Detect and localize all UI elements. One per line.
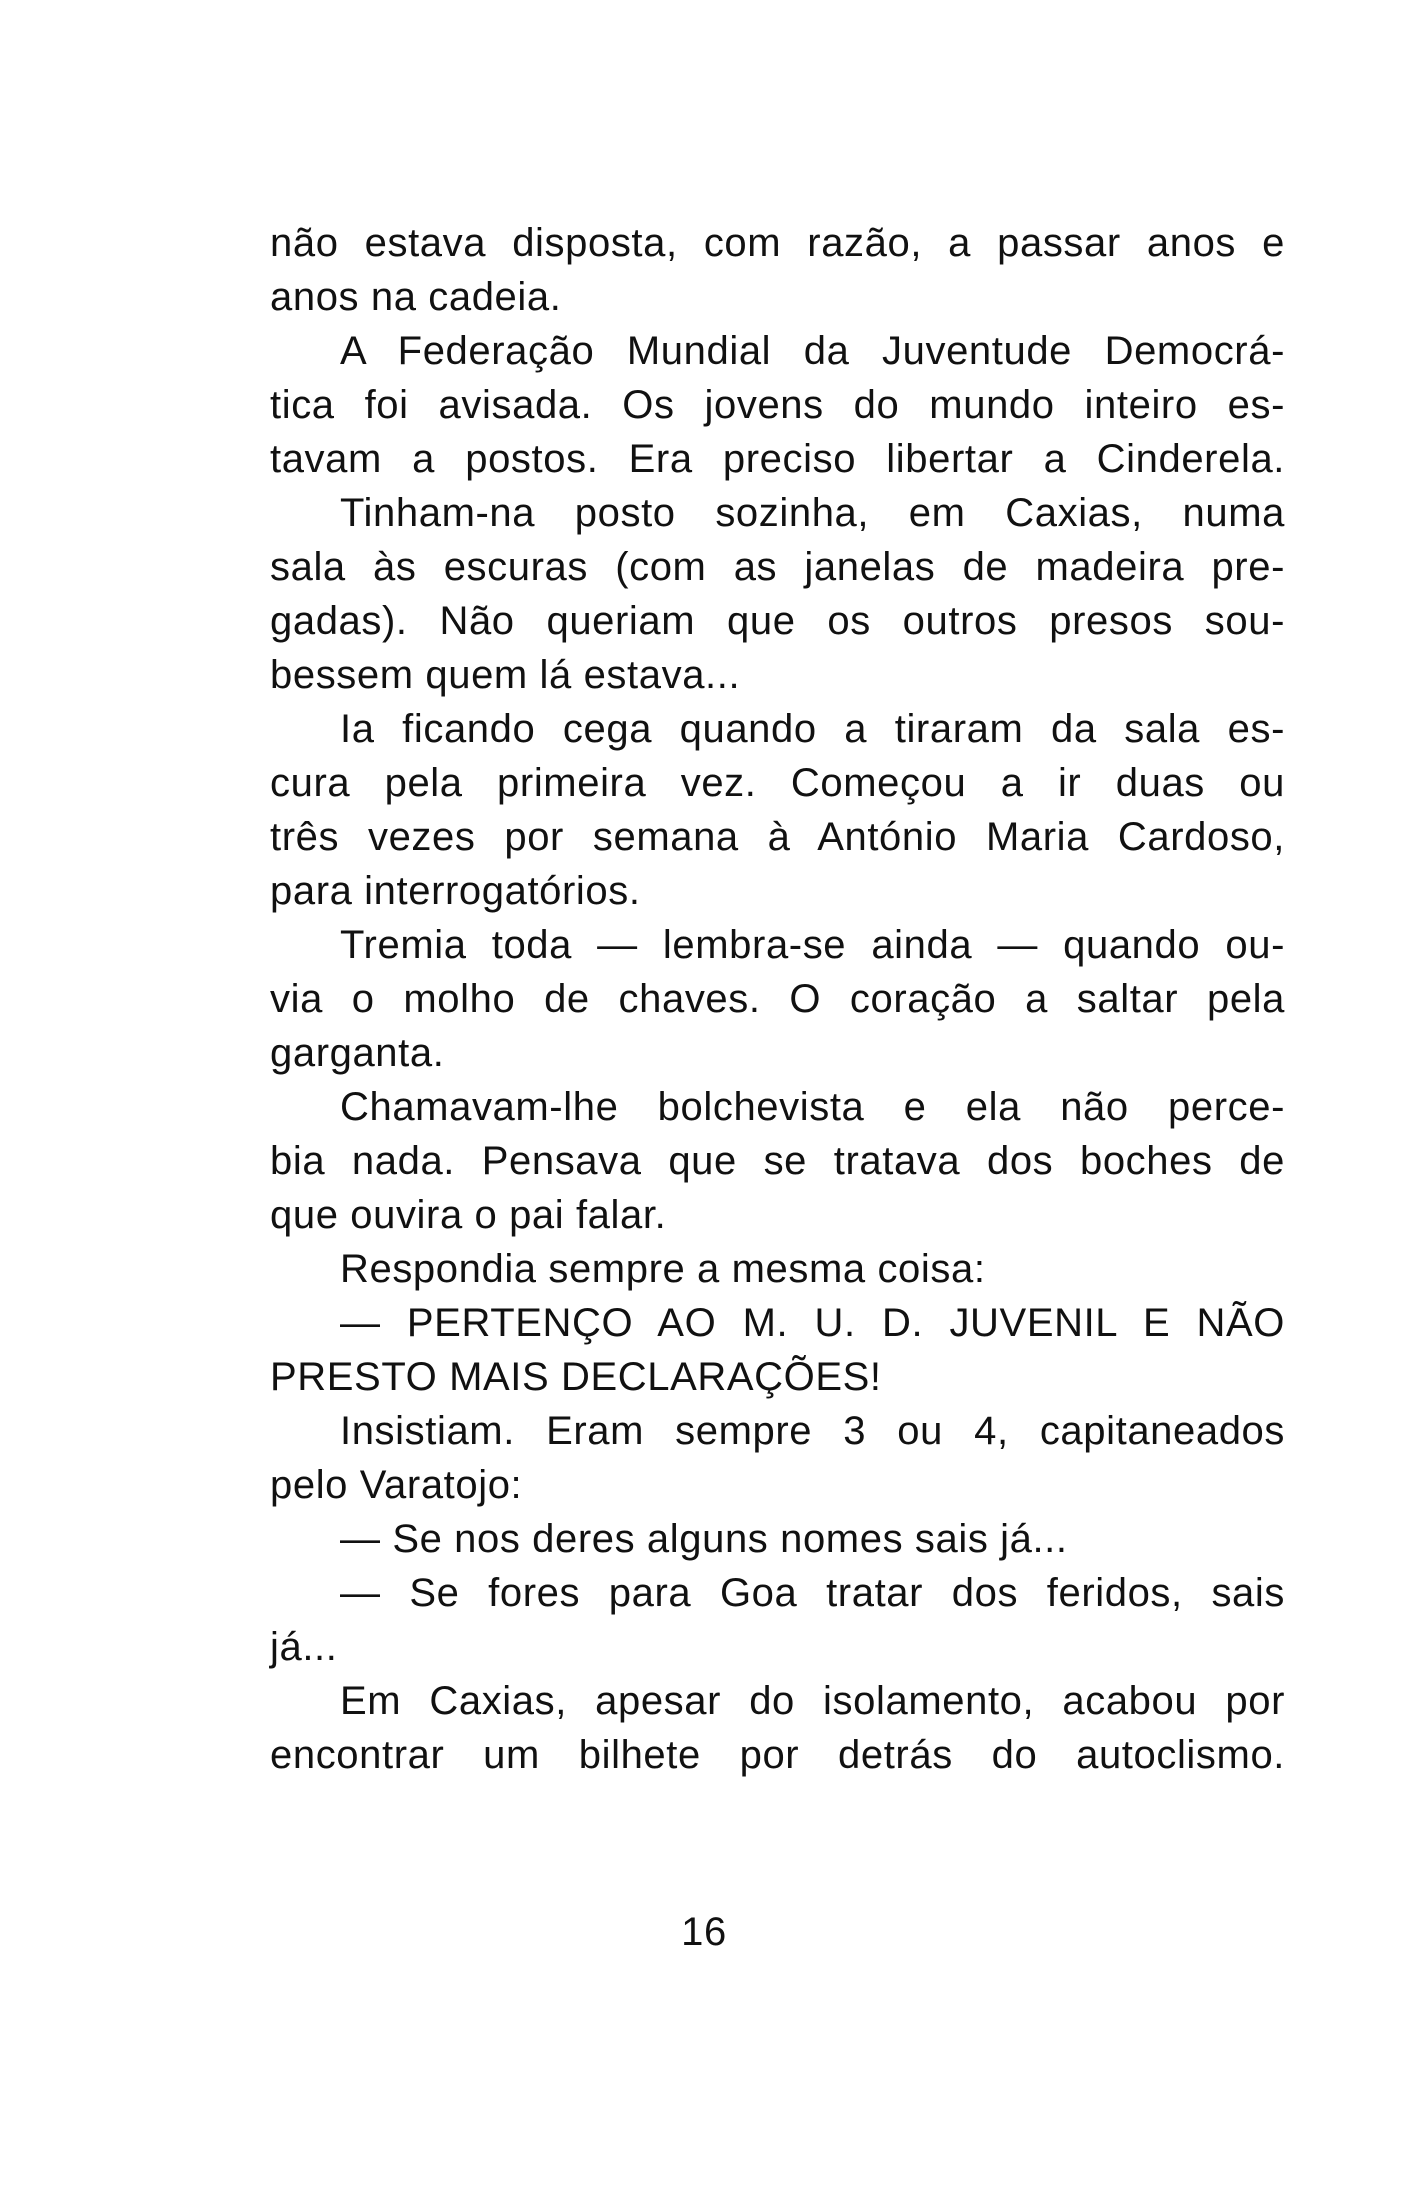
text-line: não estava disposta, com razão, a passar anos e bbox=[270, 221, 1285, 265]
page-number: 16 bbox=[681, 1910, 727, 1954]
text-line: cura pela primeira vez. Começou a ir duas ou bbox=[270, 761, 1285, 805]
paragraph-first-line: Ia ficando cega quando a tiraram da sala es- bbox=[340, 707, 1285, 751]
text-line: três vezes por semana à António Maria Cardoso, bbox=[270, 815, 1285, 859]
paragraph-first-line: A Federação Mundial da Juventude Democrá- bbox=[340, 329, 1285, 373]
text-line: anos na cadeia. bbox=[270, 275, 562, 319]
text-line: via o molho de chaves. O coração a saltar pela bbox=[270, 977, 1285, 1021]
text-line: garganta. bbox=[270, 1031, 445, 1075]
text-line: bessem quem lá estava... bbox=[270, 653, 741, 697]
text-line: bia nada. Pensava que se tratava dos boches de bbox=[270, 1139, 1285, 1183]
text-line: PRESTO MAIS DECLARAÇÕES! bbox=[270, 1355, 882, 1399]
paragraph-first-line: Respondia sempre a mesma coisa: bbox=[340, 1247, 986, 1291]
text-line: para interrogatórios. bbox=[270, 869, 641, 913]
text-line: pelo Varatojo: bbox=[270, 1463, 523, 1507]
paragraph-first-line: Chamavam-lhe bolchevista e ela não perce- bbox=[340, 1085, 1285, 1129]
paragraph-first-line: Em Caxias, apesar do isolamento, acabou por bbox=[340, 1679, 1285, 1723]
text-line: que ouvira o pai falar. bbox=[270, 1193, 667, 1237]
text-line: tica foi avisada. Os jovens do mundo inteiro es- bbox=[270, 383, 1285, 427]
text-line: sala às escuras (com as janelas de madeira pre- bbox=[270, 545, 1285, 589]
paragraph-first-line: Insistiam. Eram sempre 3 ou 4, capitaneados bbox=[340, 1409, 1285, 1453]
paragraph-first-line: — Se fores para Goa tratar dos feridos, sais bbox=[340, 1571, 1285, 1615]
text-line: tavam a postos. Era preciso libertar a Cinderela. bbox=[270, 437, 1285, 481]
paragraph-first-line: Tremia toda — lembra-se ainda — quando ou- bbox=[340, 923, 1285, 967]
text-line: já... bbox=[270, 1625, 338, 1669]
paragraph-first-line: — PERTENÇO AO M. U. D. JUVENIL E NÃO bbox=[340, 1301, 1285, 1345]
text-line: encontrar um bilhete por detrás do autoclismo. bbox=[270, 1733, 1285, 1777]
paragraph-first-line: — Se nos deres alguns nomes sais já... bbox=[340, 1517, 1068, 1561]
text-line: gadas). Não queriam que os outros presos sou- bbox=[270, 599, 1285, 643]
paragraph-first-line: Tinham-na posto sozinha, em Caxias, numa bbox=[340, 491, 1285, 535]
